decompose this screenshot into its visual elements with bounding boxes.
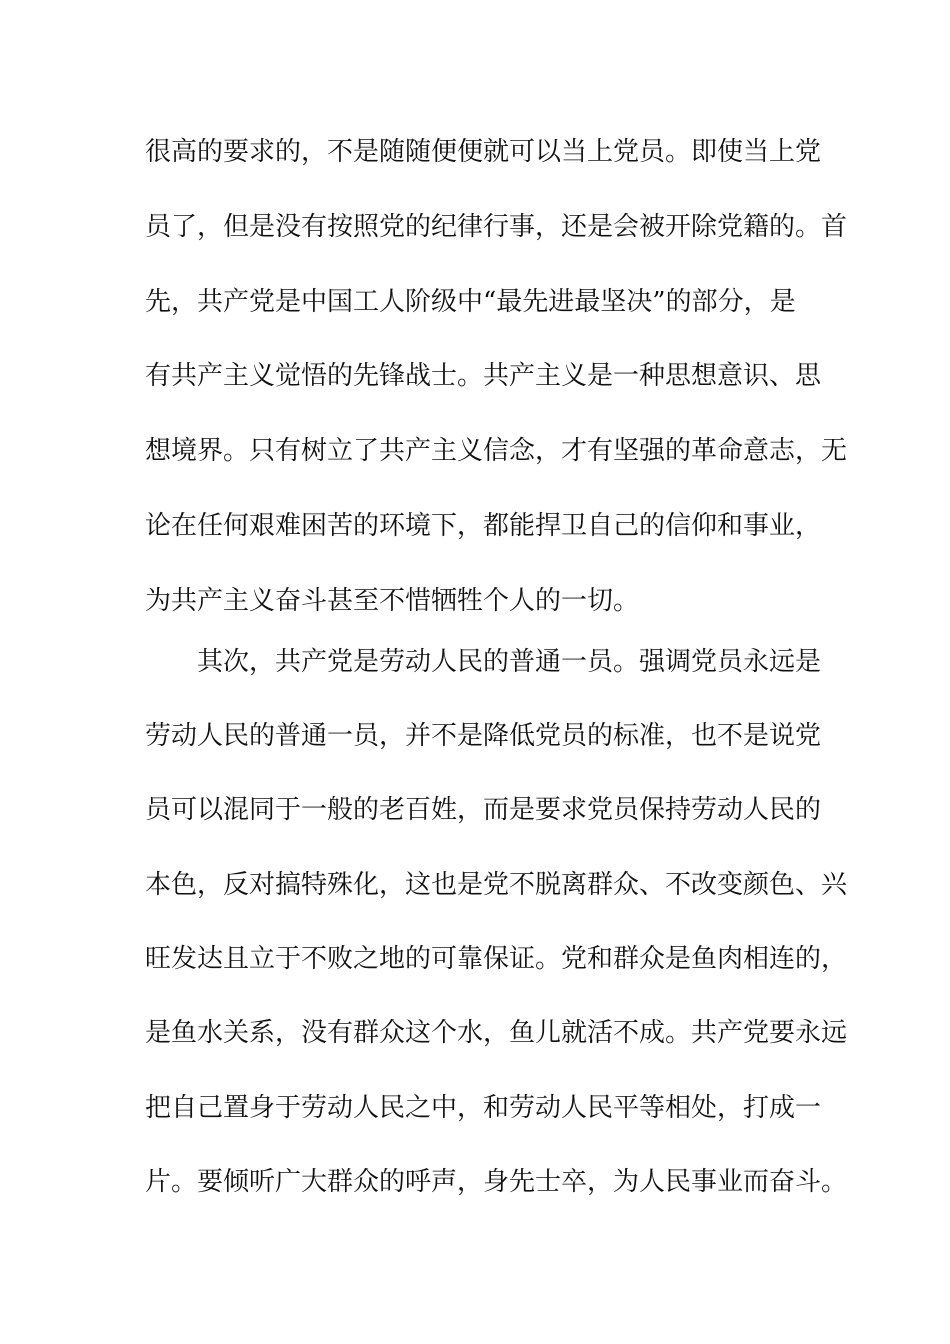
paragraph-first-line: 其次，共产党是劳动人民的普通一员。强调党员永远是	[197, 647, 822, 677]
text-line: 为共产主义奋斗甚至不惜牺牲个人的一切。	[145, 586, 640, 616]
text-line: 有共产主义觉悟的先锋战士。共产主义是一种思想意识、思	[145, 361, 822, 391]
text-line: 片。要倾听广大群众的呼声，身先士卒，为人民事业而奋斗。	[145, 1167, 848, 1197]
text-line: 很高的要求的，不是随随便便就可以当上党员。即使当上党	[145, 137, 822, 167]
text-line: 员了，但是没有按照党的纪律行事，还是会被开除党籍的。首	[145, 212, 848, 242]
text-line: 本色，反对搞特殊化，这也是党不脱离群众、不改变颜色、兴	[145, 870, 848, 900]
text-line: 想境界。只有树立了共产主义信念，才有坚强的革命意志，无	[145, 436, 848, 466]
text-line: 是鱼水关系，没有群众这个水，鱼儿就活不成。共产党要永远	[145, 1018, 848, 1048]
text-line: 劳动人民的普通一员，并不是降低党员的标准，也不是说党	[145, 721, 822, 751]
text-line: 旺发达且立于不败之地的可靠保证。党和群众是鱼肉相连的，	[145, 944, 848, 974]
text-line: 把自己置身于劳动人民之中，和劳动人民平等相处，打成一	[145, 1093, 822, 1123]
text-line: 员可以混同于一般的老百姓，而是要求党员保持劳动人民的	[145, 795, 822, 825]
text-line: 论在任何艰难困苦的环境下，都能捍卫自己的信仰和事业，	[145, 511, 822, 541]
text-line: 先，共产党是中国工人阶级中“最先进最坚决”的部分，是	[145, 287, 796, 317]
